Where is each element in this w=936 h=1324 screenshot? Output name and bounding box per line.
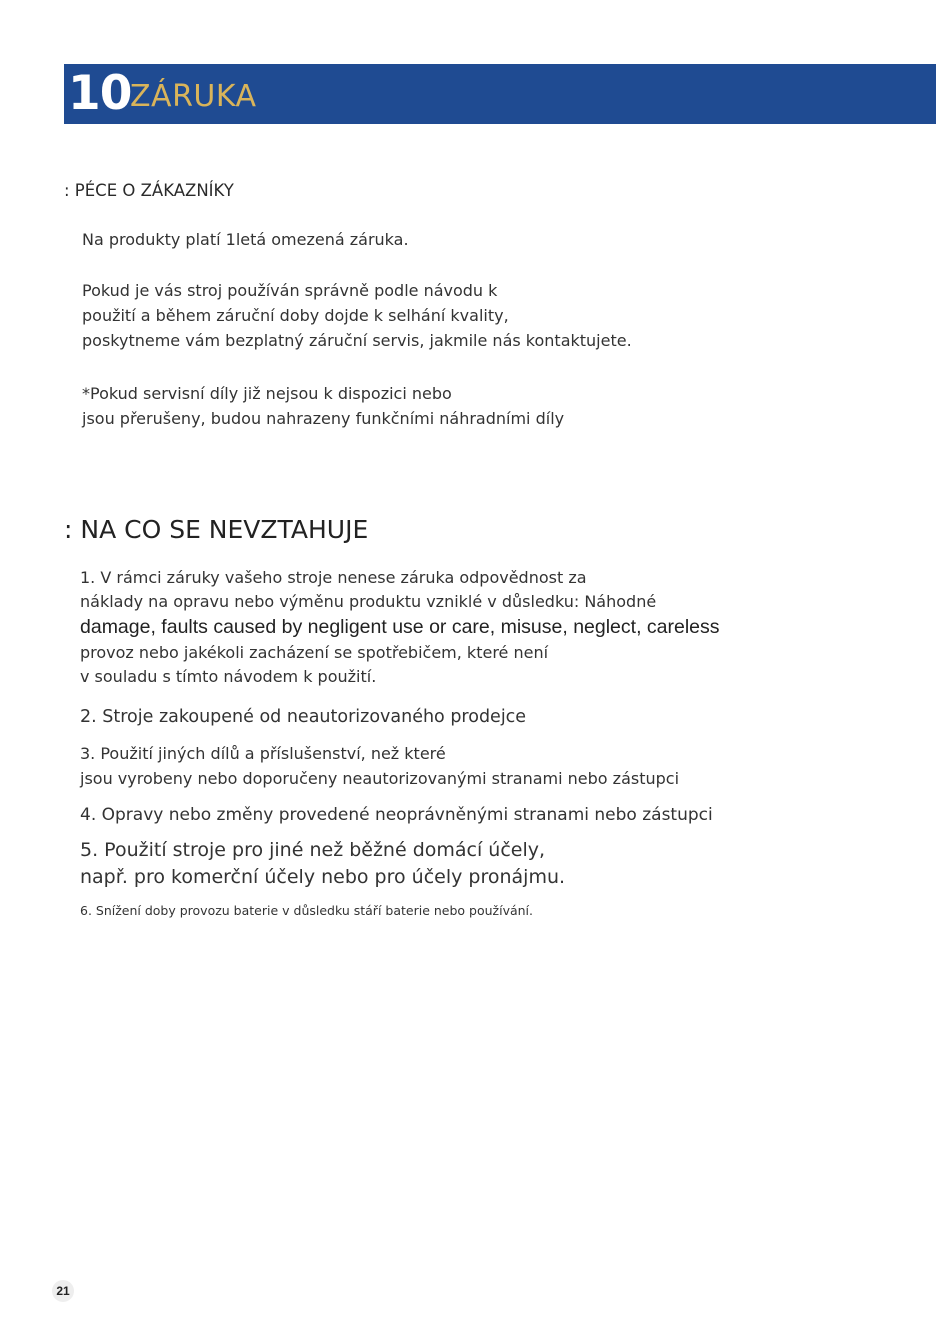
exclusion-item-2: 2. Stroje zakoupené od neautorizovaného prodejce	[80, 707, 527, 727]
spare-parts-note	[82, 381, 564, 431]
chapter-title: ZÁRUKA	[130, 79, 257, 114]
spare-parts-note-line: *Pokud servisní díly již nejsou k dispozici nebo	[82, 384, 452, 403]
exclusion-item-1-line: damage, faults caused by negligent use or care, misuse, neglect, careless	[80, 616, 720, 638]
exclusion-item-3-line: jsou vyrobeny nebo doporučeny neautorizovanými stranami nebo zástupci	[80, 769, 680, 788]
warranty-service-paragraph	[82, 278, 632, 353]
exclusion-item-3	[80, 741, 679, 791]
warranty-service-line: Pokud je vás stroj používán správně podle návodu k	[82, 281, 498, 300]
spare-parts-note-line: jsou přerušeny, budou nahrazeny funkčními náhradními díly	[82, 409, 565, 428]
exclusion-item-1-line: v souladu s tímto návodem k použití.	[80, 667, 377, 686]
exclusion-item-1-line: 1. V rámci záruky vašeho stroje nenese záruka odpovědnost za	[80, 568, 587, 587]
exclusion-item-3-line: 3. Použití jiných dílů a příslušenství, než které	[80, 744, 446, 763]
exclusion-item-5-line: 5. Použití stroje pro jiné než běžné domácí účely,	[80, 839, 546, 861]
page-number: 21	[52, 1280, 74, 1302]
chapter-number: 10	[68, 66, 132, 121]
exclusion-item-6: 6. Snížení doby provozu baterie v důsledku stáří baterie nebo používání.	[80, 903, 533, 918]
customer-care-heading: : PÉCE O ZÁKAZNÍKY	[64, 181, 234, 200]
not-covered-heading: : NA CO SE NEVZTAHUJE	[64, 515, 369, 544]
exclusion-item-5	[80, 837, 565, 891]
exclusion-item-4: 4. Opravy nebo změny provedené neoprávněnými stranami nebo zástupci	[80, 805, 713, 825]
exclusion-item-5-line: např. pro komerční účely nebo pro účely pronájmu.	[80, 866, 566, 888]
warranty-service-line: použití a během záruční doby dojde k selhání kvality,	[82, 306, 509, 325]
exclusion-item-1	[80, 566, 720, 689]
exclusion-item-1-line: náklady na opravu nebo výměnu produktu vzniklé v důsledku: Náhodné	[80, 592, 657, 611]
warranty-period-paragraph: Na produkty platí 1letá omezená záruka.	[82, 230, 409, 249]
warranty-service-line: poskytneme vám bezplatný záruční servis, jakmile nás kontaktujete.	[82, 331, 632, 350]
exclusion-item-1-line: provoz nebo jakékoli zacházení se spotřebičem, které není	[80, 643, 549, 662]
